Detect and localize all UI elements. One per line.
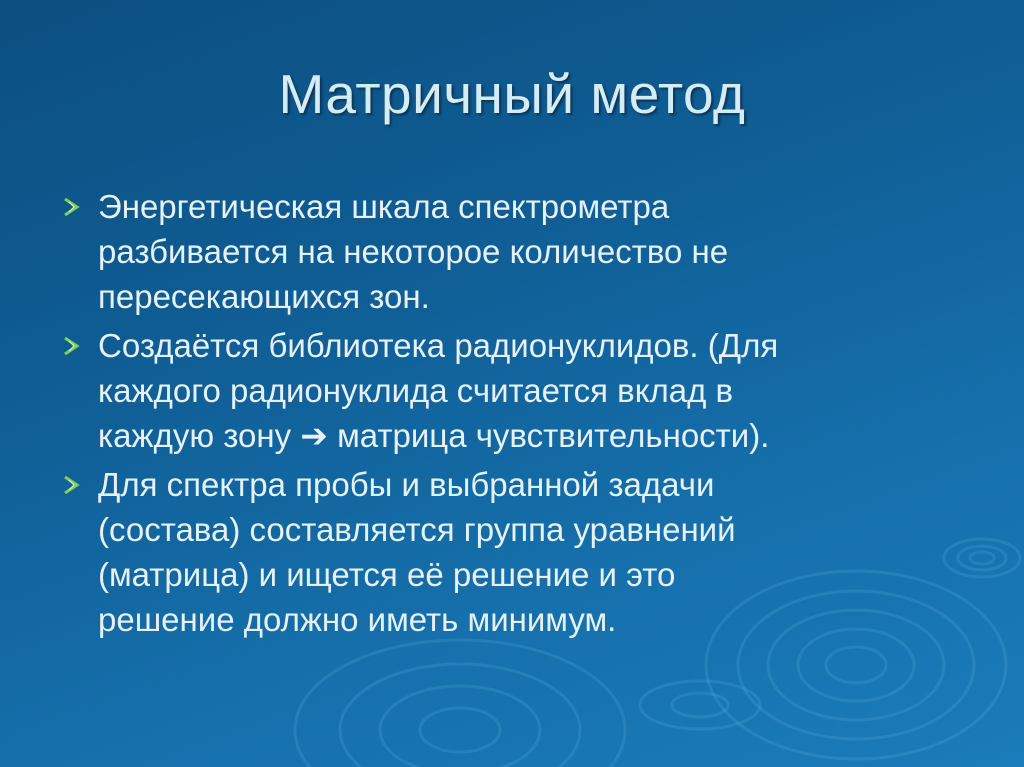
- bullet-text: Создаётся библиотека радионуклидов. (Для каждого радионуклида считается вклад в каждую зону ➔ матрица чувствительности).: [98, 327, 779, 454]
- bullet-text: Для спектра пробы и выбранной задачи (состава) составляется группа уравнений (матрица) и ищется её решение и это решение должно иметь минимум.: [98, 466, 736, 638]
- chevron-right-icon: [62, 335, 82, 357]
- bullet-item: [62, 462, 962, 642]
- slide-title: Матричный метод: [278, 63, 746, 125]
- bullet-text: Энергетическая шкала спектрометра разбивается на некоторое количество не пересекающихся зон.: [98, 188, 729, 315]
- chevron-right-icon: [62, 474, 82, 496]
- chevron-right-icon: [62, 196, 82, 218]
- bullet-item: [62, 184, 962, 319]
- bullet-item: [62, 323, 962, 458]
- bullet-list: [62, 184, 962, 646]
